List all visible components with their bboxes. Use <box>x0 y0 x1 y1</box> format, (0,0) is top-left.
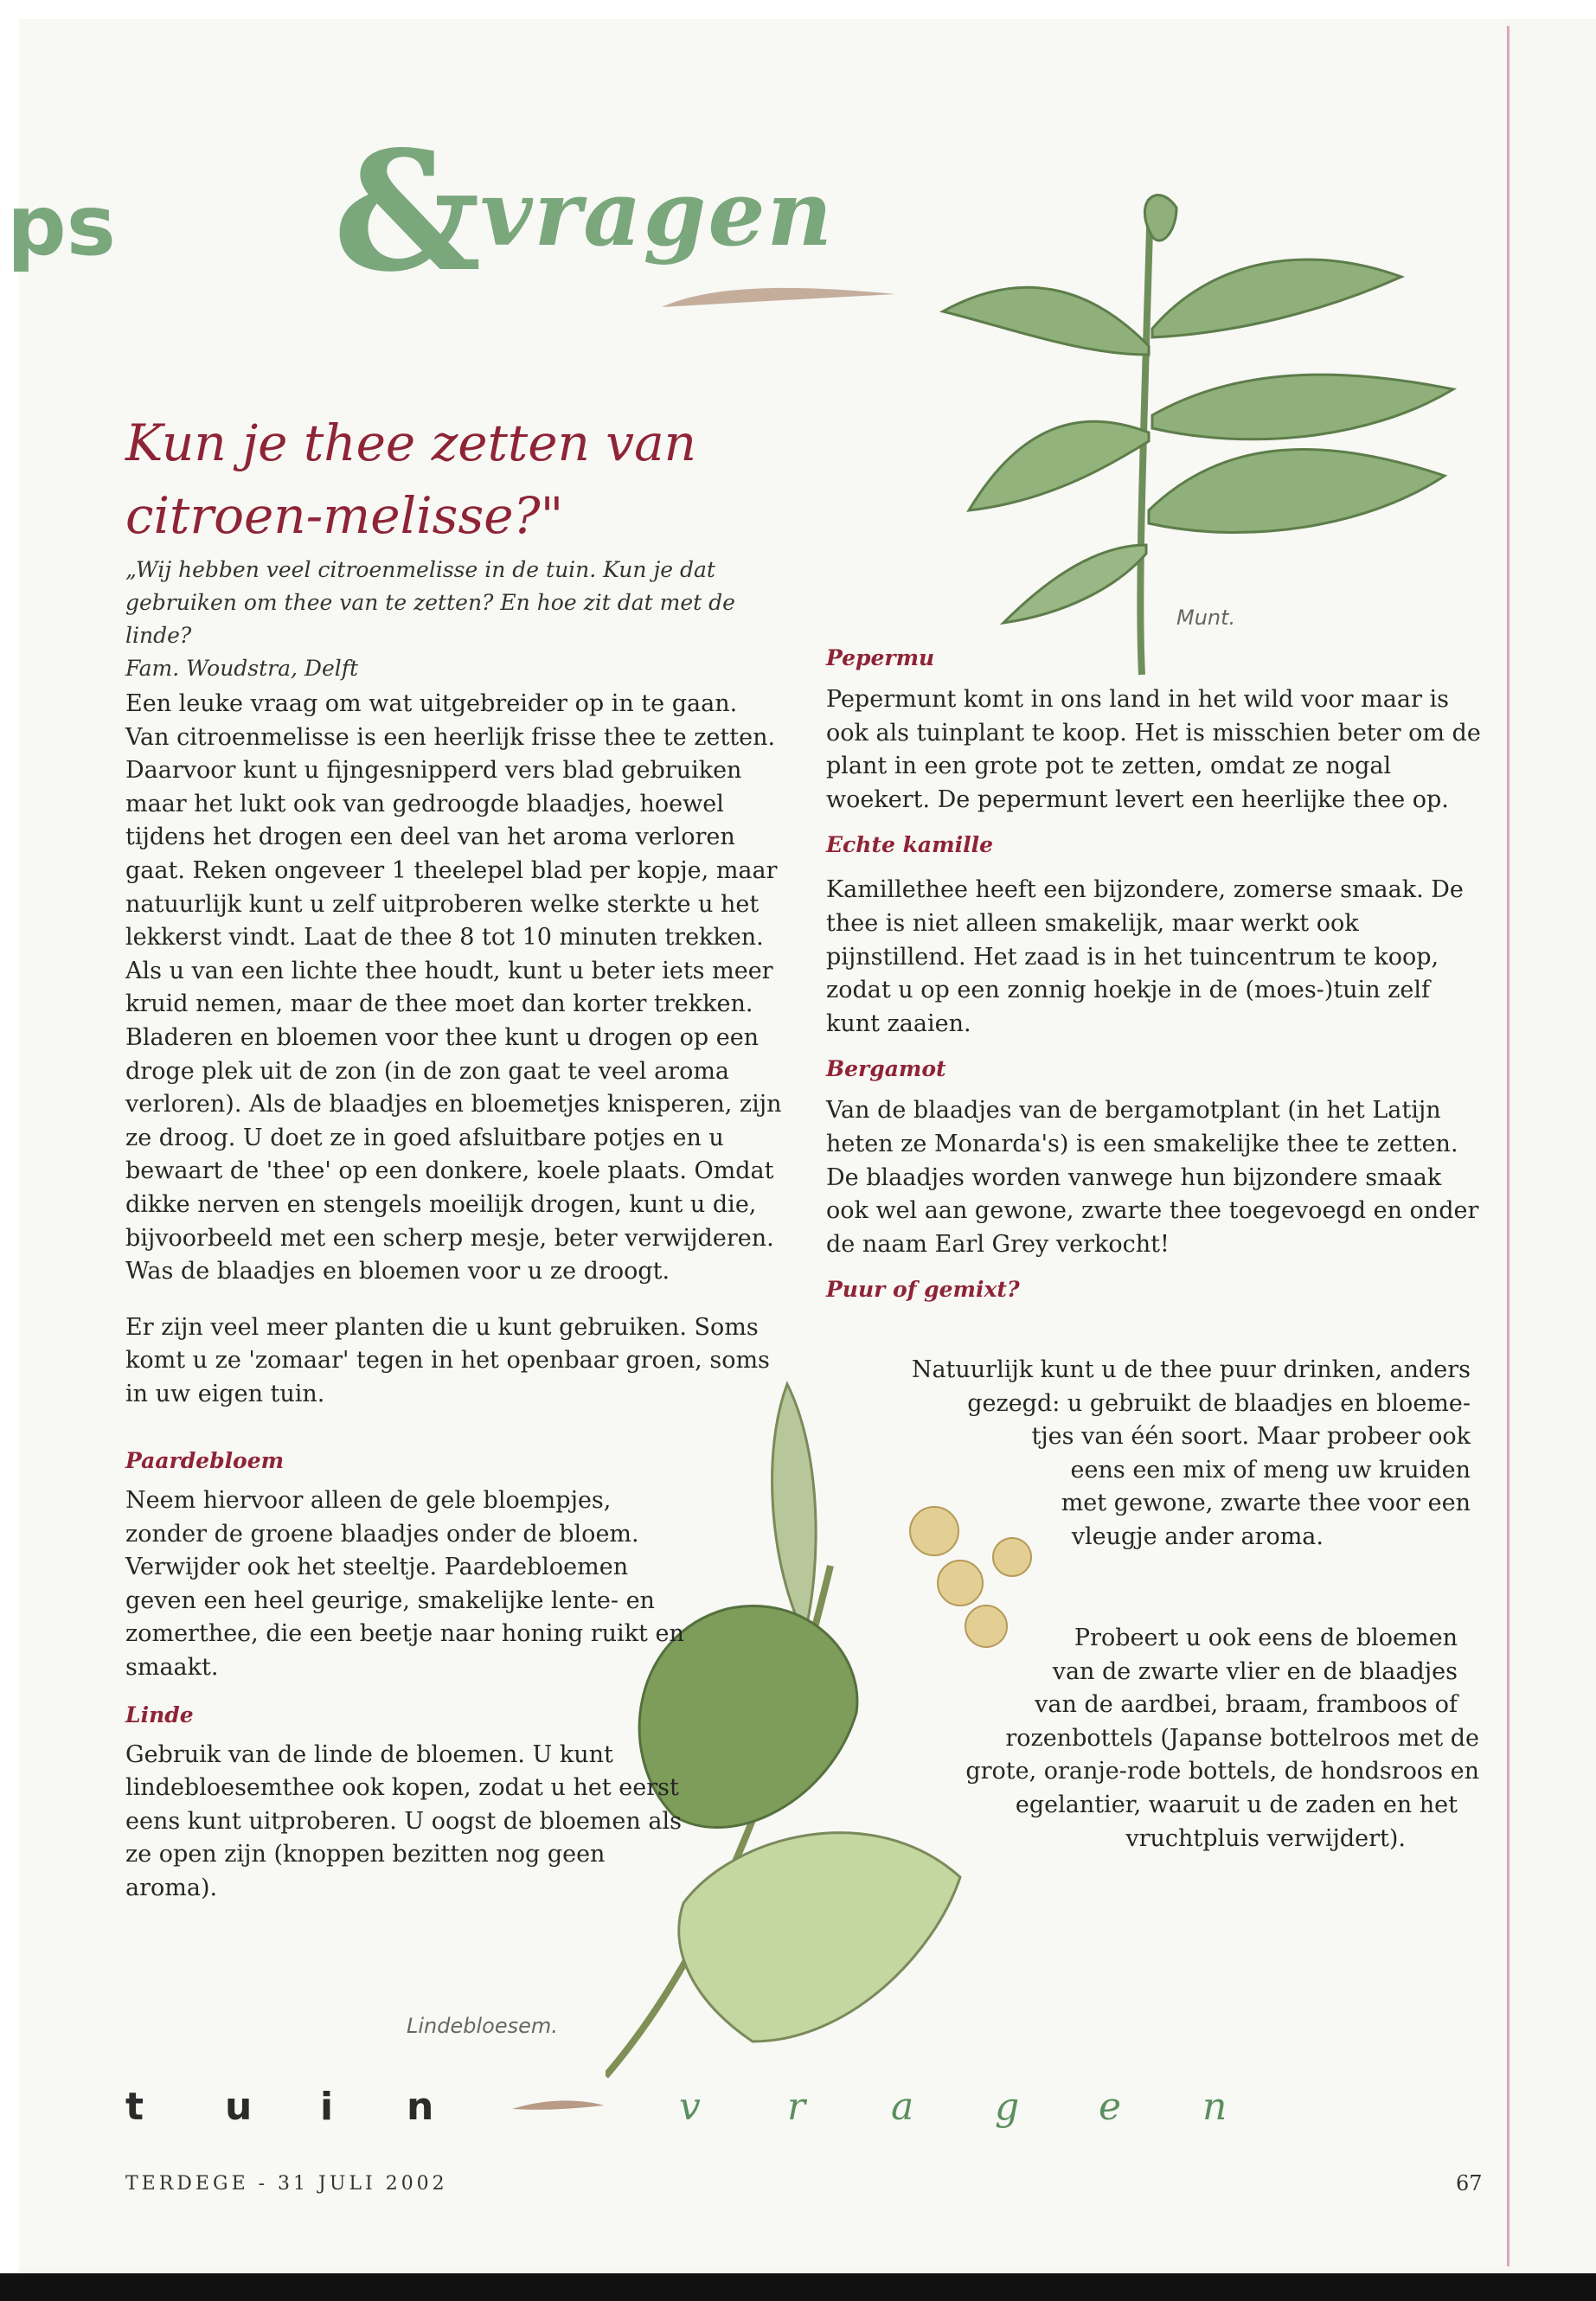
bergamot-heading: Bergamot <box>826 1056 946 1082</box>
probeer-line: Probeert u ook eens de bloemen <box>1074 1625 1458 1651</box>
header-ampersand: & <box>333 115 482 308</box>
linde-text: Gebruik van de linde de bloemen. U kunt lindebloesemthee ook kopen, zodat u het eerst eens kunt uitproberen. U oogst de bloemen als ze open zijn (knoppen bezitten nog geen aroma). <box>125 1740 682 1901</box>
kamille-heading: Echte kamille <box>826 832 993 858</box>
footer-letter: t <box>125 2085 144 2129</box>
question-intro-text: „Wij hebben veel citroenmelisse in de tuin. Kun je dat gebruiken om thee van te zetten? En hoe zit dat met de linde? <box>125 557 735 648</box>
puur-line: Natuurlijk kunt u de thee puur drinken, anders <box>911 1356 1471 1383</box>
footer-letter: n <box>407 2085 434 2129</box>
puur-line: eens een mix of meng uw kruiden <box>1070 1456 1471 1484</box>
probeer-text <box>917 1622 1479 1856</box>
probeer-line: van de zwarte vlier en de blaadjes <box>1052 1657 1458 1685</box>
paardebloem-heading: Paardebloem <box>125 1448 285 1473</box>
left-column <box>125 688 787 1411</box>
linde-heading: Linde <box>125 1702 194 1727</box>
pepermunt-heading: Pepermu <box>826 645 935 670</box>
probeer-line: van de aardbei, braam, framboos of <box>1035 1691 1458 1719</box>
probeer-line: egelantier, waaruit u de zaden en het <box>1015 1791 1458 1818</box>
probeer-line: grote, oranje-rode bottels, de hondsroos en <box>965 1758 1479 1785</box>
puur-text <box>830 1354 1471 1554</box>
answer-paragraph-1: Een leuke vraag om wat uitgebreider op in te gaan. Van citroenmelisse is een heerlijk frisse thee te zetten. Daarvoor kunt u fijngesnipperd vers blad gebruiken maar het lukt ook van gedroogde blaadjes, hoewel tijdens het drogen een deel van het aroma verloren gaat. Reken ongeveer 1 theelepel blad per kopje, maar natuurlijk kunt u zelf uitproberen welke sterkte u het lekkerst vindt. Laat de thee 8 tot 10 minuten trekken. Als u van een lichte thee houdt, kunt u beter iets meer kruid nemen, maar de thee moet dan korter trekken. Bladeren en bloemen voor thee kunt u drogen op een droge plek uit de zon (in de zon gaat te veel aroma verloren). Als de blaadjes en bloemetjes knisperen, zijn ze droog. U doet ze in goed afsluitbare potjes en u bewaart de 'thee' op een donkere, koele plaats. Omdat dikke nerven en stengels moeilijk drogen, kunt u die, bijvoorbeeld met een scherp mesje, beter verwijderen. Was de blaadjes en bloemen voor u ze droogt. <box>125 690 782 1285</box>
probeer-line: vruchtpluis verwijdert). <box>1125 1824 1406 1852</box>
scan-margin-left <box>0 0 19 2301</box>
footer-letter: n <box>1202 2085 1227 2129</box>
scan-margin-bottom <box>0 2273 1596 2301</box>
page-number: 67 <box>1456 2171 1483 2195</box>
bergamot-text: Van de blaadjes van de bergamotplant (in het Latijn heten ze Monarda's) is een smakelijke thee te zetten. De blaadjes worden vanwege hun bijzondere smaak ook wel aan gewone, zwarte thee toegevoegd en onder de naam Earl Grey verkocht! <box>826 1097 1479 1258</box>
answer-paragraph-2: Er zijn veel meer planten die u kunt gebruiken. Soms komt u ze 'zomaar' tegen in het openbaar groen, soms in uw eigen tuin. <box>125 1313 770 1407</box>
question-title: Kun je thee zetten van citroen-melisse?" <box>125 413 697 545</box>
puur-line: tjes van één soort. Maar probeer ook <box>1031 1423 1471 1451</box>
linde-caption: Lindebloesem. <box>407 2014 558 2038</box>
publication-line: TERDEGE - 31 JULI 2002 <box>125 2173 448 2195</box>
puur-line: vleugje ander aroma. <box>1071 1522 1324 1550</box>
question-intro <box>125 554 792 685</box>
right-column <box>826 642 1484 1306</box>
question-signature: Fam. Woudstra, Delft <box>125 656 359 681</box>
page-edge-rule <box>1507 26 1509 2266</box>
puur-line: gezegd: u gebruikt de blaadjes en bloeme- <box>967 1389 1471 1417</box>
footer-letter: g <box>995 2085 1020 2129</box>
kamille-text: Kamillethee heeft een bijzondere, zomerse smaak. De thee is niet alleen smakelijk, maar werkt ook pijnstillend. Het zaad is in het tuincentrum te koop, zodat u op een zonnig hoekje in de (moes-)tuin zelf kunt zaaien. <box>826 876 1464 1037</box>
header-fragment: ps <box>7 177 116 274</box>
footer-letter: e <box>1099 2085 1122 2129</box>
puur-heading: Puur of gemixt? <box>826 1277 1020 1303</box>
footer-letter: r <box>787 2085 806 2129</box>
pepermunt-text: Pepermunt komt in ons land in het wild voor maar is ook als tuinplant te koop. Het is misschien beter om de plant in een grote pot te zetten, omdat ze nogal woekert. De pepermunt levert een heerlijke thee op. <box>826 686 1481 813</box>
brush-stroke-decoration <box>657 277 900 320</box>
footer-brush-stroke <box>510 2093 606 2119</box>
scan-margin-top <box>0 0 1596 19</box>
footer-letter: i <box>320 2085 334 2129</box>
munt-caption: Munt. <box>1176 606 1236 630</box>
paardebloem-text: Neem hiervoor alleen de gele bloempjes, zonder de groene blaadjes onder de bloem. Verwijder ook het steeltje. Paardebloemen geven een heel geurige, smakelijke lente- en zomerthee, die een beetje naar honing ruikt en smaakt. <box>125 1487 684 1681</box>
header-title: vragen <box>480 160 835 266</box>
footer-letter: v <box>679 2085 701 2129</box>
left-column-lower <box>125 1445 696 1906</box>
probeer-line: rozenbottels (Japanse bottelroos met de <box>1005 1724 1479 1752</box>
footer-letter: a <box>891 2085 914 2129</box>
puur-line: met gewone, zwarte thee voor een <box>1061 1490 1471 1517</box>
footer-letter: u <box>225 2085 253 2129</box>
